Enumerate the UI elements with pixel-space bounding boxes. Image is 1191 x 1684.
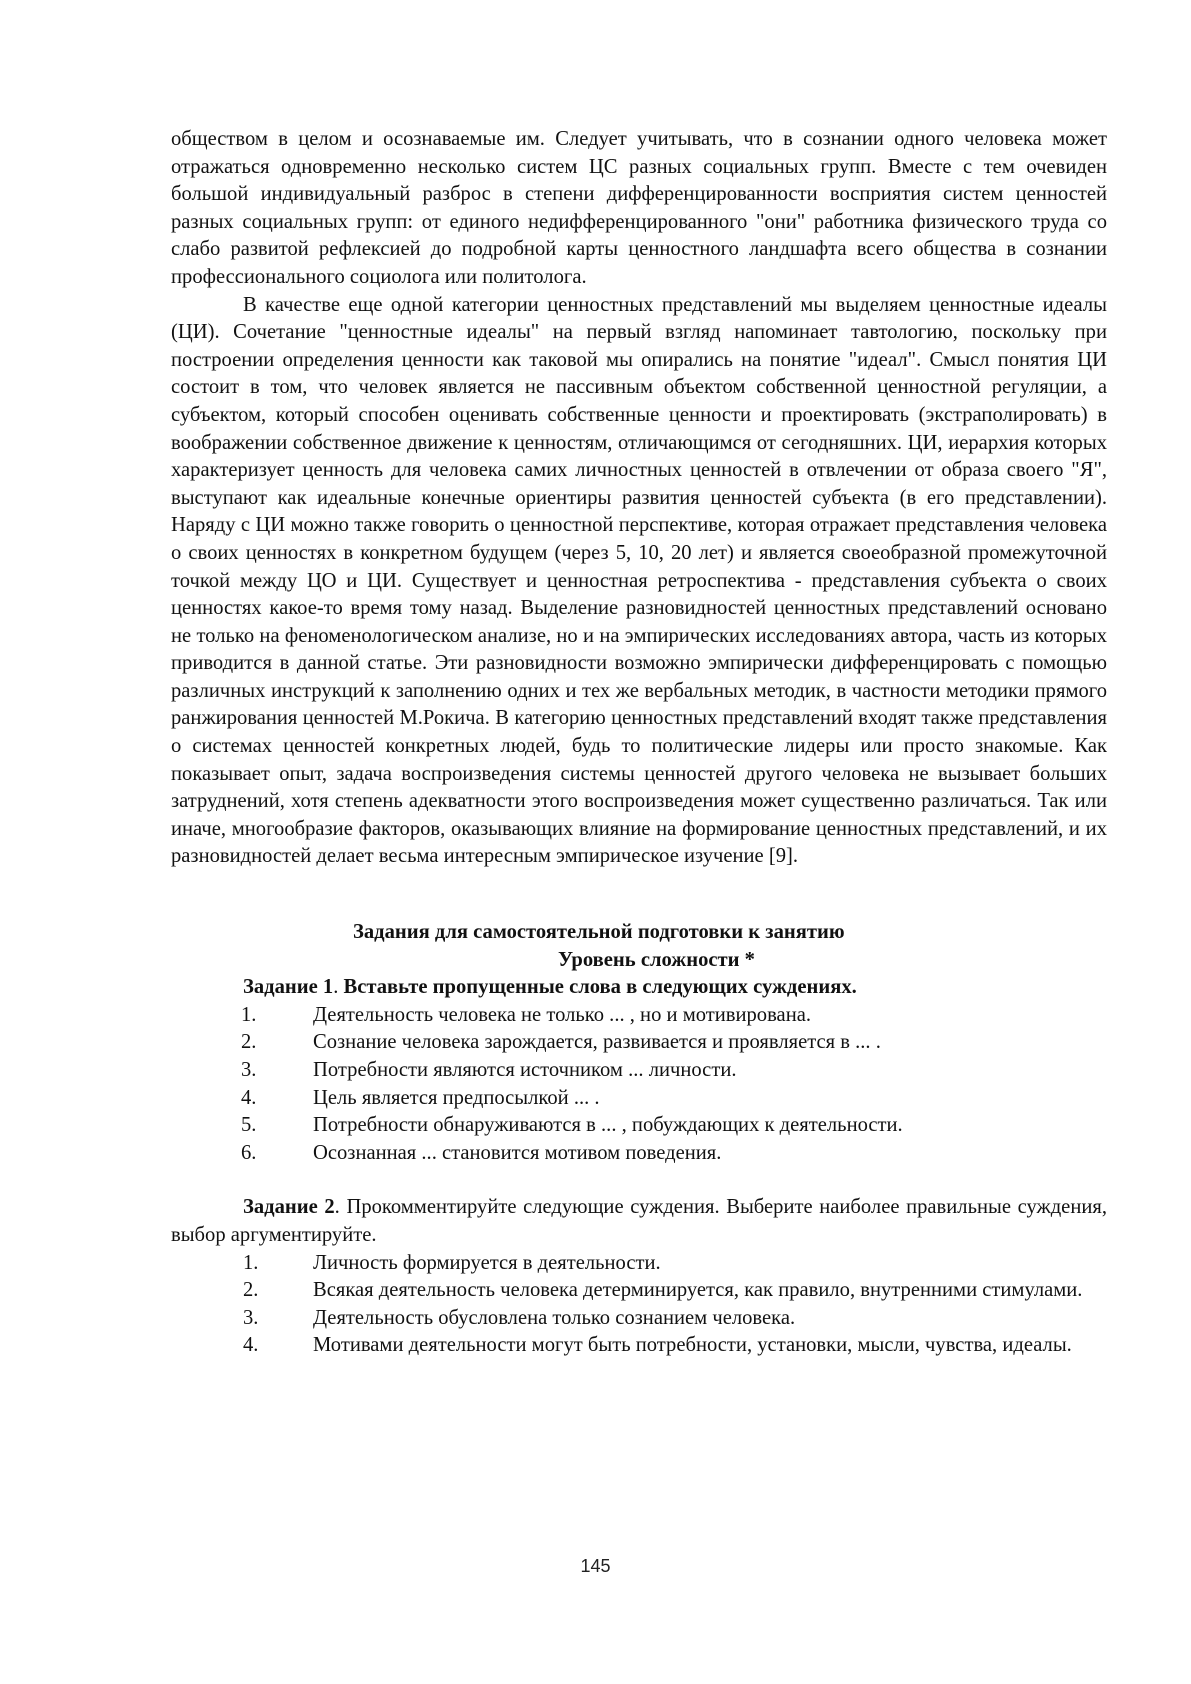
list-item (171, 1250, 1107, 1278)
task-2-instruction: . Прокомментируйте следующие суждения. Выберите наиболее правильные суждения, выбор аргументируйте. (171, 1196, 1107, 1246)
list-item (171, 1305, 1107, 1333)
task-1-title (171, 974, 1107, 1002)
list-item (171, 1057, 1107, 1085)
list-item (171, 1085, 1107, 1113)
list-item (171, 1002, 1107, 1030)
task-2-list (171, 1250, 1107, 1360)
paragraph-1: обществом в целом и осознаваемые им. Следует учитывать, что в сознании одного человека может отражаться одновременно несколько систем ЦС разных социальных групп. Вместе с тем очевиден большой индивидуальный разброс в степени дифференцированности восприятия систем ценностей разных социальных групп: от единого недифференцированного "они" работника физического труда со слабо развитой рефлексией до подробной карты ценностного ландшафта всего общества в сознании профессионального социолога или политолога. (171, 128, 1107, 288)
list-item (171, 1332, 1107, 1360)
task-1-list (171, 1002, 1107, 1168)
paragraph-2: В качестве еще одной категории ценностных представлений мы выделяем ценностные идеалы (ЦИ). Сочетание "ценностные идеалы" на первый взгляд напоминает тавтологию, поскольку при построении определения ценности как таковой мы опирались на понятие "идеал". Смысл понятия ЦИ состоит в том, что человек является не пассивным объектом собственной ценностной регуляции, а субъектом, который способен оценивать собственные ценности и проектировать (экстраполировать) в воображении собственное движение к ценностям, отличающимся от сегодняшних. ЦИ, иерархия которых характеризует ценность для человека самих личностных ценностей в отвлечении от образа своего "Я", выступают как идеальные конечные ориентиры развития ценностей субъекта (в его представлении). Наряду с ЦИ можно также говорить о ценностной перспективе, которая отражает представления человека о своих ценностях в конкретном будущем (через 5, 10, 20 лет) и является своеобразной промежуточной точкой между ЦО и ЦИ. Существует и ценностная ретроспектива - представления субъекта о своих ценностях какое-то время тому назад. Выделение разновидностей ценностных представлений основано не только на феноменологическом анализе, но и на эмпирических исследованиях автора, часть из которых приводится в данной статье. Эти разновидности возможно эмпирически дифференцировать с помощью различных инструкций к заполнению одних и тех же вербальных методик, в частности методики прямого ранжирования ценностей М.Рокича. В категорию ценностных представлений входят также представления о системах ценностей конкретных людей, будь то политические лидеры или просто знакомые. Как показывает опыт, задача воспроизведения системы ценностей другого человека не вызывает больших затруднений, хотя степень адекватности этого воспроизведения может существенно различаться. Так или иначе, многообразие факторов, оказывающих влияние на формирование ценностных представлений, и их разновидностей делает весьма интересным эмпирическое изучение [9]. (171, 293, 1107, 868)
list-item-number: 2. (243, 1279, 259, 1302)
list-item (171, 1277, 1107, 1305)
list-item-text: Деятельность обусловлена только сознанием человека. (313, 1306, 796, 1329)
section-spacer (171, 871, 1107, 919)
list-item-number: 3. (241, 1059, 257, 1081)
list-item-number: 1. (243, 1251, 259, 1274)
list-item-text: Потребности обнаруживаются в ... , побуждающих к деятельности. (313, 1114, 903, 1137)
list-item (171, 1029, 1107, 1057)
list-item-text: Мотивами деятельности могут быть потребности, установки, мысли, чувства, идеалы. (313, 1334, 1072, 1357)
page-number: 145 (580, 1556, 611, 1576)
list-item (171, 1112, 1107, 1140)
list-item-number: 5. (241, 1114, 257, 1137)
page-content (171, 126, 1107, 1360)
task-1-separator: . (333, 976, 344, 999)
list-item (171, 1140, 1107, 1168)
list-item-text: Всякая деятельность человека детерминируется, как правило, внутренними стимулами. (313, 1279, 1083, 1302)
list-item-number: 6. (241, 1141, 257, 1164)
list-item-text: Сознание человека зарождается, развивается и проявляется в ... . (313, 1031, 881, 1054)
list-item-text: Цель является предпосылкой ... . (313, 1086, 600, 1109)
list-item-number: 4. (243, 1334, 259, 1357)
list-item-text: Потребности являются источником ... личности. (313, 1059, 737, 1081)
task-1-label: Задание 1 (243, 976, 334, 999)
task-2-label: Задание 2 (243, 1196, 335, 1219)
task-2-title (171, 1194, 1107, 1249)
list-item-number: 2. (241, 1031, 257, 1054)
list-item-text: Осознанная ... становится мотивом поведения. (313, 1141, 722, 1164)
list-item-text: Деятельность человека не только ... , но и мотивирована. (313, 1003, 812, 1026)
difficulty-level-heading: Уровень сложности * (558, 948, 755, 971)
tasks-heading: Задания для самостоятельной подготовки к занятию (353, 921, 845, 944)
task-spacer (171, 1167, 1107, 1194)
list-item-text: Личность формируется в деятельности. (313, 1251, 661, 1274)
list-item-number: 1. (241, 1003, 257, 1026)
task-1-instruction: Вставьте пропущенные слова в следующих суждениях. (343, 976, 857, 999)
list-item-number: 4. (241, 1086, 257, 1109)
list-item-number: 3. (243, 1306, 259, 1329)
